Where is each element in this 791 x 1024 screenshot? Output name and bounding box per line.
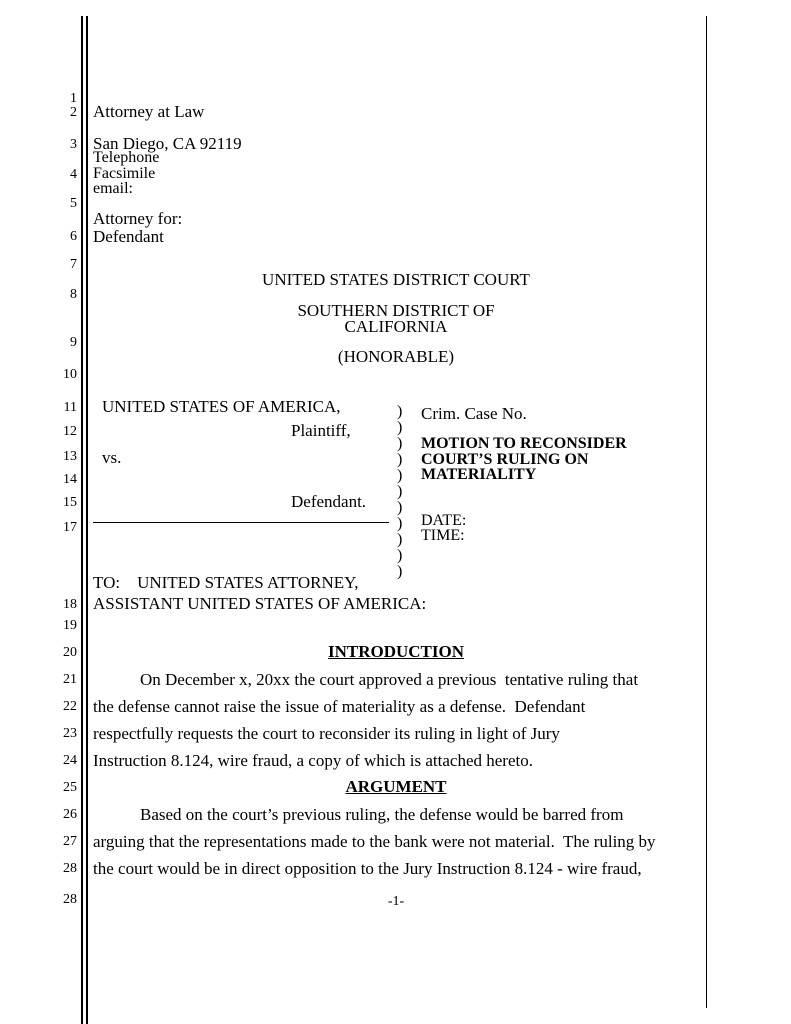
defendant-role: Defendant. bbox=[291, 492, 367, 511]
caption-divider bbox=[93, 522, 389, 523]
motion-title-line-2: COURT’S RULING ON bbox=[421, 451, 589, 468]
introduction-heading: INTRODUCTION bbox=[327, 642, 465, 661]
line-number: 18 bbox=[63, 597, 77, 612]
address-line: San Diego, CA 92119 bbox=[93, 134, 242, 153]
paren-mark: ) bbox=[397, 419, 403, 436]
body-line: the defense cannot raise the issue of materiality as a defense. Defendant bbox=[93, 697, 586, 716]
line-number: 22 bbox=[63, 699, 77, 714]
paren-mark: ) bbox=[397, 499, 403, 516]
paren-mark: ) bbox=[397, 451, 403, 468]
right-margin-rule bbox=[706, 16, 707, 1008]
motion-title-line-1: MOTION TO RECONSIDER bbox=[421, 435, 627, 452]
paren-mark: ) bbox=[397, 403, 403, 420]
page-number: -1- bbox=[387, 894, 405, 909]
line-number: 17 bbox=[63, 520, 77, 535]
left-margin-rule-outer bbox=[81, 16, 83, 1024]
line-number: 12 bbox=[63, 424, 77, 439]
line-number: 14 bbox=[63, 472, 77, 487]
paren-mark: ) bbox=[397, 531, 403, 548]
attorney-for-line: Attorney for: bbox=[93, 209, 183, 228]
line-number: 13 bbox=[63, 449, 77, 464]
line-number: 1 bbox=[70, 91, 77, 106]
court-name: UNITED STATES DISTRICT COURT bbox=[262, 270, 530, 289]
line-number: 24 bbox=[63, 753, 77, 768]
body-line: Instruction 8.124, wire fraud, a copy of which is attached hereto. bbox=[93, 751, 533, 770]
line-number: 19 bbox=[63, 618, 77, 633]
attorney-line: Attorney at Law bbox=[93, 102, 205, 121]
left-margin-rule-inner bbox=[86, 16, 88, 1024]
line-number: 7 bbox=[70, 257, 77, 272]
district-line-2: CALIFORNIA bbox=[344, 317, 448, 336]
paren-mark: ) bbox=[397, 467, 403, 484]
body-line: Based on the court’s previous ruling, the defense would be barred from bbox=[140, 805, 624, 824]
line-number: 23 bbox=[63, 726, 77, 741]
line-number: 11 bbox=[63, 400, 77, 415]
facsimile-line: Facsimile bbox=[93, 165, 156, 182]
telephone-line: Telephone bbox=[93, 149, 160, 166]
plaintiff-name: UNITED STATES OF AMERICA, bbox=[102, 397, 341, 416]
body-line: respectfully requests the court to reconsider its ruling in light of Jury bbox=[93, 724, 560, 743]
party-line: Defendant bbox=[93, 227, 164, 246]
date-label: DATE: bbox=[421, 512, 467, 529]
line-number: 15 bbox=[63, 495, 77, 510]
body-line: the court would be in direct opposition to the Jury Instruction 8.124 - wire fraud, bbox=[93, 859, 642, 878]
district-line-1: SOUTHERN DISTRICT OF bbox=[297, 301, 495, 320]
line-number: 4 bbox=[70, 167, 77, 182]
motion-title-line-3: MATERIALITY bbox=[421, 466, 537, 483]
line-number: 26 bbox=[63, 807, 77, 822]
body-line: arguing that the representations made to the bank were not material. The ruling by bbox=[93, 832, 656, 851]
line-number: 5 bbox=[70, 196, 77, 211]
email-line: email: bbox=[93, 180, 133, 197]
line-number: 3 bbox=[70, 137, 77, 152]
plaintiff-role: Plaintiff, bbox=[291, 421, 351, 440]
line-number: 6 bbox=[70, 229, 77, 244]
argument-heading: ARGUMENT bbox=[345, 777, 447, 796]
line-number: 27 bbox=[63, 834, 77, 849]
case-number-label: Crim. Case No. bbox=[421, 404, 527, 423]
line-number: 28 bbox=[63, 861, 77, 876]
paren-mark: ) bbox=[397, 483, 403, 500]
time-label: TIME: bbox=[421, 527, 465, 544]
body-line: On December x, 20xx the court approved a previous tentative ruling that bbox=[140, 670, 639, 689]
line-number: 10 bbox=[63, 367, 77, 382]
to-line: TO: UNITED STATES ATTORNEY, bbox=[93, 573, 359, 592]
paren-mark: ) bbox=[397, 435, 403, 452]
line-number: 2 bbox=[70, 105, 77, 120]
line-number: 28 bbox=[63, 892, 77, 907]
line-number: 8 bbox=[70, 287, 77, 302]
line-number: 21 bbox=[63, 672, 77, 687]
line-number: 9 bbox=[70, 335, 77, 350]
paren-mark: ) bbox=[397, 547, 403, 564]
line-number: 25 bbox=[63, 780, 77, 795]
paren-mark: ) bbox=[397, 563, 403, 580]
line-number: 20 bbox=[63, 645, 77, 660]
vs-label: vs. bbox=[102, 448, 122, 467]
paren-mark: ) bbox=[397, 515, 403, 532]
assistant-line: ASSISTANT UNITED STATES OF AMERICA: bbox=[93, 594, 427, 613]
judge-line: (HONORABLE) bbox=[337, 347, 455, 366]
